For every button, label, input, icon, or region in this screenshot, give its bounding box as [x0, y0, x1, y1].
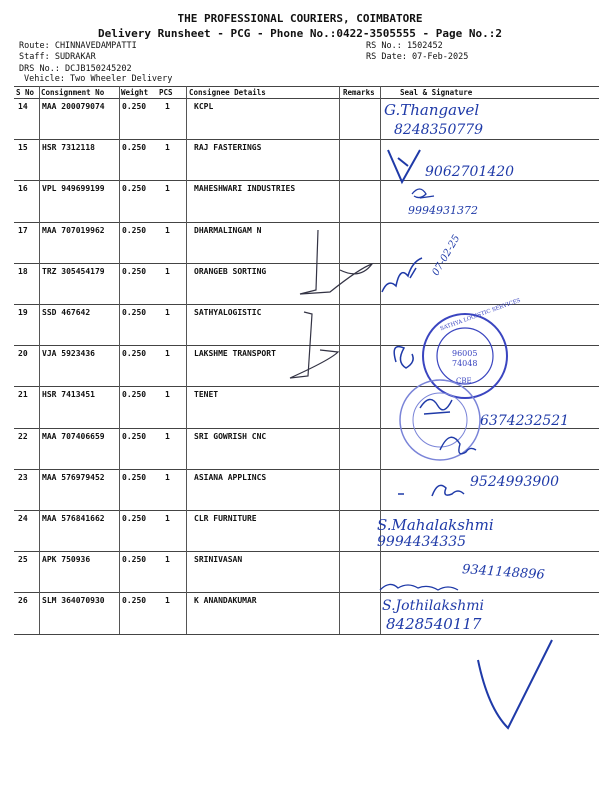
cell-sno: 21 — [18, 390, 28, 400]
remarks-pencil-mark-2 — [290, 312, 338, 378]
stamp-line2: 74048 — [452, 359, 478, 368]
page-title: THE PROFESSIONAL COURIERS, COIMBATORE — [177, 12, 423, 25]
col-header-pcs: PCS — [159, 88, 173, 97]
cell-consignee: RAJ FASTERINGS — [194, 143, 262, 153]
cell-consignee: ASIANA APPLINCS — [194, 472, 267, 482]
staff-label: Staff: SUDRAKAR — [19, 52, 96, 62]
signature-21-scribble — [420, 399, 452, 414]
cell-consignee: MAHESHWARI INDUSTRIES — [194, 184, 296, 194]
cell-consignment-no: VPL 949699199 — [42, 184, 105, 194]
cell-consignee: DHARMALINGAM N — [194, 225, 262, 235]
cell-weight: 0.250 — [122, 266, 147, 276]
col-header-remarks: Remarks — [343, 88, 375, 97]
cell-consignment-no: APK 750936 — [42, 555, 91, 565]
cell-pcs: 1 — [165, 225, 170, 235]
cell-weight: 0.250 — [122, 596, 147, 606]
signature-24-name: S.Mahalakshmi — [377, 516, 494, 534]
cell-pcs: 1 — [165, 184, 170, 194]
cell-pcs: 1 — [165, 472, 170, 482]
col-header-weight: Weight — [121, 88, 149, 97]
cell-sno: 14 — [18, 102, 28, 111]
col-header-sno: S No — [16, 88, 35, 97]
cell-consignment-no: MAA 576841662 — [42, 514, 105, 523]
cell-consignee: CLR FURNITURE — [194, 514, 257, 523]
cell-weight: 0.250 — [122, 514, 147, 523]
cell-consignment-no: HSR 7413451 — [42, 390, 95, 400]
page-subtitle: Delivery Runsheet - PCG - Phone No.:0422-3505555 - Page No.:2 — [98, 27, 502, 40]
cell-consignee: SATHYALOGISTIC — [194, 308, 262, 317]
cell-weight: 0.250 — [122, 184, 147, 194]
signature-18-scribble — [382, 258, 422, 292]
signature-23-phone: 9524993900 — [470, 474, 560, 490]
signature-15-phone: 9062701420 — [425, 164, 515, 180]
cell-consignment-no: SLM 364070930 — [42, 596, 105, 606]
cell-sno: 26 — [18, 596, 28, 606]
cell-sno: 16 — [18, 184, 28, 194]
cell-weight: 0.250 — [122, 555, 147, 565]
stamp-line3: CBE — [456, 377, 472, 385]
cell-consignee: SRINIVASAN — [194, 555, 243, 565]
rs-no-label: RS No.: 1502452 — [366, 41, 443, 51]
cell-weight: 0.250 — [122, 390, 147, 400]
cell-consignment-no: MAA 707406659 — [42, 431, 105, 441]
remarks-pencil-mark-1 — [300, 230, 372, 294]
cell-weight: 0.250 — [122, 349, 147, 359]
bottom-check-mark — [478, 640, 552, 728]
route-label: Route: CHINNAVEDAMPATTI — [19, 41, 137, 51]
cell-sno: 17 — [18, 225, 28, 235]
signature-25-scribble — [380, 584, 458, 590]
signature-25-phone: 9341148896 — [461, 562, 546, 583]
cell-pcs: 1 — [165, 390, 170, 400]
rs-date-label: RS Date: 07-Feb-2025 — [366, 52, 469, 62]
cell-consignment-no: TRZ 305454179 — [42, 266, 105, 276]
signature-18-date: 07-02-25 — [430, 233, 463, 278]
cell-sno: 25 — [18, 555, 28, 565]
cell-pcs: 1 — [165, 596, 170, 606]
signature-15-check — [388, 150, 420, 182]
signature-14-name: G.Thangavel — [384, 101, 480, 119]
signature-20-scribble — [394, 347, 413, 368]
cell-consignee: KCPL — [194, 102, 214, 111]
signature-23-scribble — [398, 485, 464, 496]
cell-weight: 0.250 — [122, 472, 147, 482]
cell-pcs: 1 — [165, 102, 170, 111]
signature-21-phone: 6374232521 — [480, 413, 570, 429]
cell-sno: 22 — [18, 431, 28, 441]
cell-consignment-no: SSD 467642 — [42, 308, 91, 317]
signature-14-phone: 8248350779 — [394, 122, 484, 138]
cell-weight: 0.250 — [122, 225, 147, 235]
cell-sno: 23 — [18, 472, 28, 482]
cell-consignee: ORANGEB SORTING — [194, 266, 267, 276]
cell-pcs: 1 — [165, 143, 170, 153]
cell-consignee: SRI GOWRISH CNC — [194, 431, 267, 441]
cell-consignment-no: MAA 200079074 — [42, 102, 105, 111]
cell-sno: 20 — [18, 349, 28, 359]
cell-consignee: LAKSHME TRANSPORT — [194, 349, 276, 359]
cell-consignee: K ANANDAKUMAR — [194, 596, 257, 606]
cell-weight: 0.250 — [122, 308, 147, 317]
drs-label: DRS No.: DCJB150245202 — [19, 64, 132, 74]
cell-weight: 0.250 — [122, 102, 147, 111]
cell-consignment-no: HSR 7312118 — [42, 143, 95, 153]
signature-26-name: S.Jothilakshmi — [382, 598, 484, 614]
cell-pcs: 1 — [165, 349, 170, 359]
cell-pcs: 1 — [165, 266, 170, 276]
signature-24-phone: 9994434335 — [377, 534, 467, 550]
col-header-signature: Seal & Signature — [400, 88, 473, 97]
cell-consignment-no: MAA 707019962 — [42, 225, 105, 235]
signature-26-phone: 8428540117 — [386, 615, 482, 633]
stamp-text: SATHYA LOGISTIC SERVICES — [439, 297, 522, 333]
cell-pcs: 1 — [165, 431, 170, 441]
cell-pcs: 1 — [165, 514, 170, 523]
cell-sno: 19 — [18, 308, 28, 317]
col-header-consignee: Consignee Details — [189, 88, 266, 97]
cell-consignment-no: VJA 5923436 — [42, 349, 95, 359]
col-header-consignment: Consignment No — [41, 88, 105, 97]
cell-consignee: TENET — [194, 390, 219, 400]
cell-sno: 24 — [18, 514, 28, 523]
cell-weight: 0.250 — [122, 143, 147, 153]
cell-pcs: 1 — [165, 555, 170, 565]
cell-pcs: 1 — [165, 308, 170, 317]
vehicle-label: Vehicle: Two Wheeler Delivery — [24, 74, 173, 84]
cell-sno: 15 — [18, 143, 28, 153]
signature-16-scribble — [412, 189, 434, 198]
signature-16-phone: 9994931372 — [408, 204, 478, 217]
cell-consignment-no: MAA 576979452 — [42, 472, 105, 482]
cell-weight: 0.250 — [122, 431, 147, 441]
cell-sno: 18 — [18, 266, 28, 276]
stamp-line1: 96005 — [452, 349, 478, 358]
